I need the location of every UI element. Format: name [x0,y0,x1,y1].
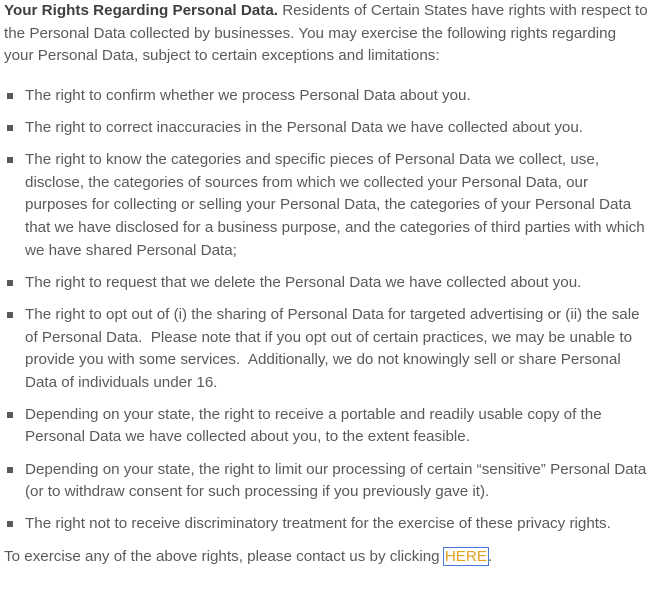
intro-text: Residents of Certain States have rights with respect to the Personal Data collected by businesses. You may exercise the following rights regarding your Personal Data, subject to certain exceptions and limitations: [4,2,648,65]
square-bullet-icon [7,467,13,473]
square-bullet-icon [7,157,13,163]
contact-here-link[interactable]: HERE [444,547,488,565]
rights-list [4,85,655,536]
contact-text: To exercise any of the above rights, please contact us by clicking [4,547,444,565]
list-item [4,404,651,449]
list-item-text: Depending on your state, the right to limit our processing of certain “sensitive” Personal Data (or to withdraw consent for such processing if you previously gave it). [25,460,647,501]
square-bullet-icon [7,521,13,527]
contact-suffix: . [488,547,493,565]
list-item [4,513,651,536]
list-item-text: The right to know the categories and specific pieces of Personal Data we collect, use, disclose, the categories of sources from which we collected your Personal Data, our purposes for collecting or selling your Personal Data, the categories of your Personal Data that we have disclosed for a business purpose, and the categories of third parties with which we have shared Personal Data; [25,151,645,259]
list-item-text: The right to request that we delete the Personal Data we have collected about you. [25,273,582,291]
list-item [4,85,651,108]
square-bullet-icon [7,125,13,131]
contact-paragraph [4,546,655,569]
square-bullet-icon [7,312,13,318]
square-bullet-icon [7,412,13,418]
list-item [4,117,651,140]
list-item-text: The right to confirm whether we process Personal Data about you. [25,86,471,104]
list-item [4,304,651,394]
list-item-text: The right not to receive discriminatory treatment for the exercise of these privacy rights. [25,515,611,533]
square-bullet-icon [7,280,13,286]
list-item [4,149,651,262]
list-item [4,459,651,504]
list-item-text: The right to correct inaccuracies in the Personal Data we have collected about you. [25,118,584,136]
list-item-text: The right to opt out of (i) the sharing of Personal Data for targeted advertising or (ii) the sale of Personal Data. Please note that if you opt out of certain practices, we may be unable to provide you with some services. Additionally, we do not knowingly sell or share Personal Data of individuals under 16. [25,305,644,391]
list-item [4,272,651,295]
intro-paragraph [4,0,649,68]
section-heading: Your Rights Regarding Personal Data. [4,2,278,19]
square-bullet-icon [7,93,13,99]
list-item-text: Depending on your state, the right to receive a portable and readily usable copy of the Personal Data we have collected about you, to the extent feasible. [25,405,602,446]
